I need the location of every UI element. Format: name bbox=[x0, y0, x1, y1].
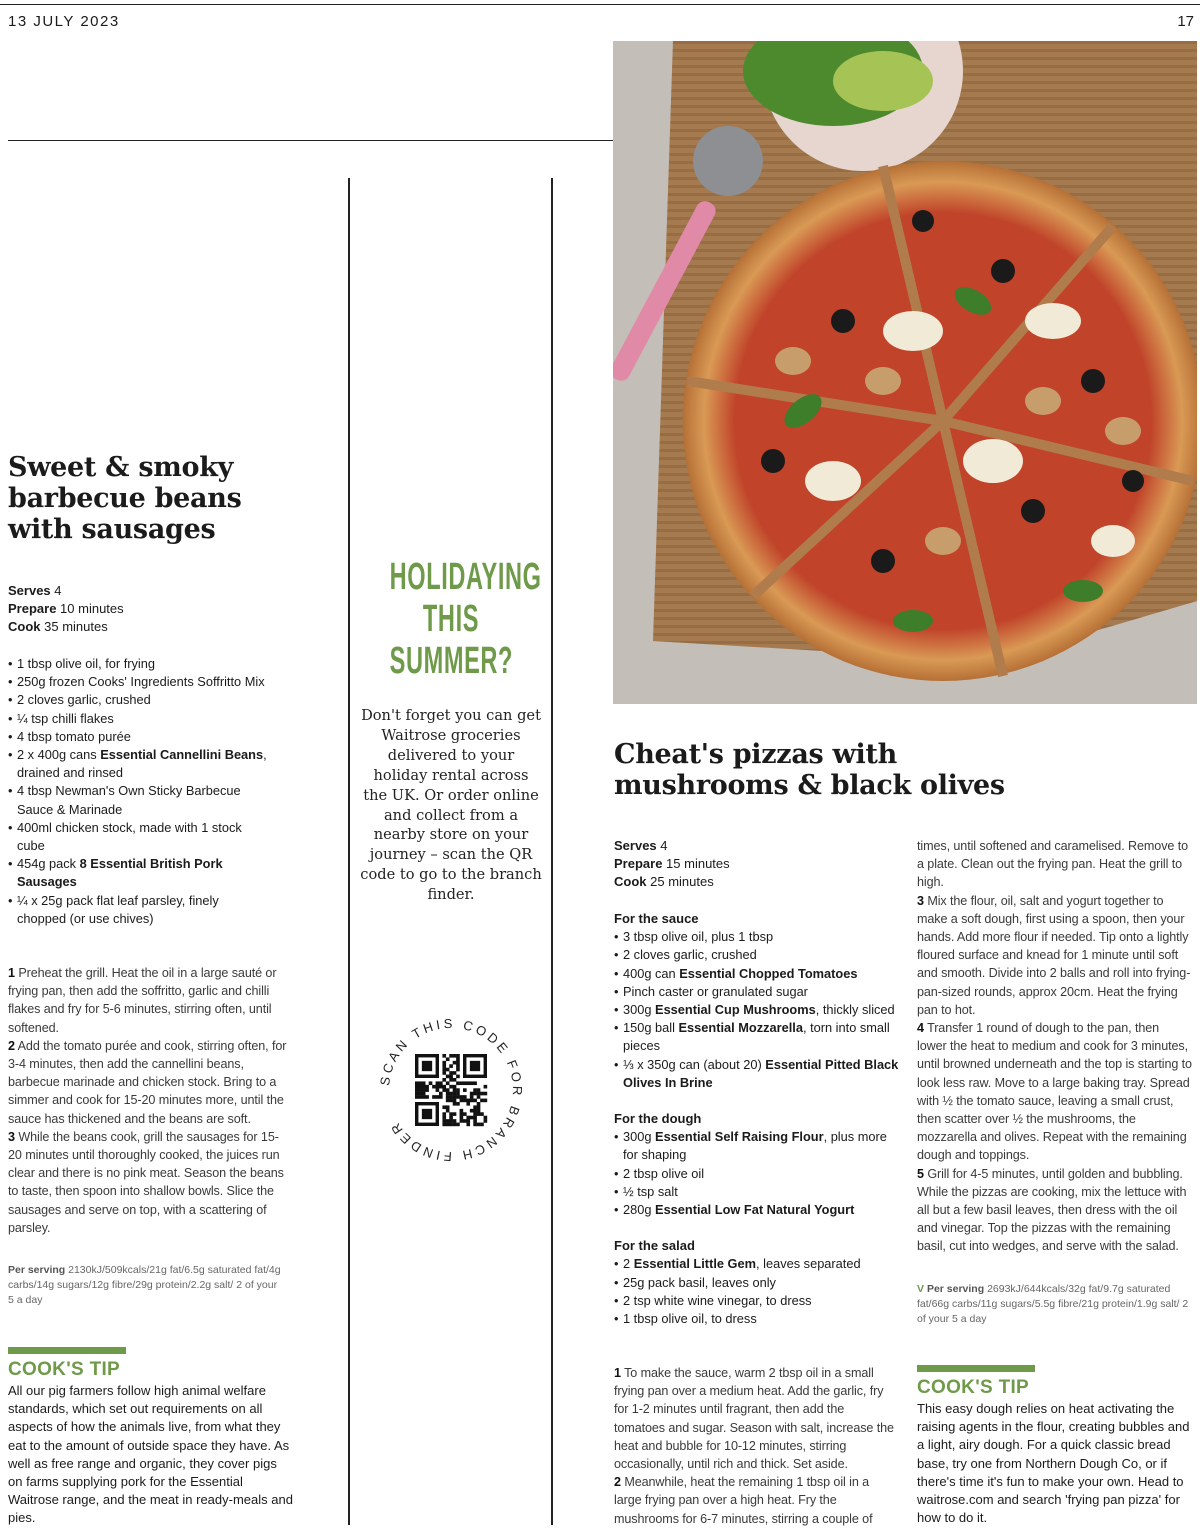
step-number: 4 bbox=[917, 1021, 924, 1036]
recipe1-nutrition bbox=[8, 1263, 283, 1308]
ingredient-pre: 2 tsp white wine vinegar, to dress bbox=[623, 1292, 812, 1308]
recipe1-tip-body: All our pig farmers follow high animal welfare standards, which set out requirements on all aspects of how the animals live, from what they eat to the amount of outside space they have. As well as free range and organic, they cover pigs on farms supplying pork for the Essential Waitrose range, and the meat in ready-meals and pies. bbox=[8, 1383, 293, 1526]
step-text: Grill for 4-5 minutes, until golden and bubbling. While the pizzas are cooking, mix the lettuce with all but a few basil leaves, then dress with the oil and vinegar. Top the pizzas with the remaining basil, cut into wedges, and serve with the salad. bbox=[917, 1166, 1187, 1254]
nutrition-label: Per serving bbox=[926, 1283, 985, 1295]
serves-value: 4 bbox=[660, 838, 668, 853]
method-step bbox=[614, 1364, 894, 1473]
ingredient-item bbox=[8, 673, 270, 691]
promo-heading bbox=[389, 556, 542, 682]
title-line: barbecue beans bbox=[8, 483, 242, 514]
page-number: 17 bbox=[1177, 13, 1194, 30]
ingredient-item bbox=[614, 983, 899, 1001]
step-text: times, until softened and caramelised. Remove to a plate. Clean out the frying pan. Heat the grill to high. bbox=[917, 839, 1189, 890]
recipe2-method-col1 bbox=[614, 1364, 894, 1528]
prepare-label: Prepare bbox=[614, 856, 663, 872]
ingredient-item bbox=[614, 1019, 899, 1055]
ingredient-item bbox=[614, 1310, 899, 1328]
ingredient-item bbox=[614, 1183, 899, 1201]
ingredient-item bbox=[614, 1056, 899, 1092]
method-step bbox=[8, 964, 288, 1037]
tip-bar bbox=[917, 1365, 1035, 1372]
step-text: Meanwhile, heat the remaining 1 tbsp oil in a large frying pan over a high heat. Fry the mushrooms for 6-7 minutes, stirring a couple of bbox=[614, 1475, 873, 1526]
ingredient-bold: Essential Self Raising Flour bbox=[655, 1129, 824, 1145]
ingredient-bold: 8 Essential British Pork Sausages bbox=[17, 856, 223, 890]
ingredient-section-heading: For the dough bbox=[614, 1111, 702, 1127]
method-step bbox=[917, 892, 1192, 1019]
method-step bbox=[917, 837, 1192, 892]
vegetarian-icon: V bbox=[917, 1283, 925, 1295]
ingredient-item bbox=[8, 746, 270, 782]
ingredient-pre: ½ tsp salt bbox=[623, 1183, 678, 1199]
pizza-photo bbox=[613, 41, 1197, 704]
step-number: 2 bbox=[614, 1475, 621, 1490]
ingredient-pre: 4 tbsp Newman's Own Sticky Barbecue Sauce & Marinade bbox=[17, 783, 241, 817]
method-step bbox=[614, 1473, 894, 1528]
ingredient-post: , thickly sliced bbox=[815, 1002, 895, 1018]
step-text: To make the sauce, warm 2 tbsp oil in a small frying pan over a medium heat. Add the garlic, fry for 1-2 minutes until fragrant, then add the tomatoes and sugar. Season with salt, increase the heat and bubble for 10-12 minutes, stirring occasionally, until rich and thick. Set aside. bbox=[614, 1366, 894, 1472]
serves-label: Serves bbox=[614, 838, 657, 853]
ingredient-item bbox=[614, 965, 899, 983]
ingredient-pre: 454g pack bbox=[17, 856, 80, 872]
cook-value: 35 minutes bbox=[44, 619, 108, 635]
section-rule bbox=[8, 140, 613, 141]
cook-value: 25 minutes bbox=[650, 874, 714, 890]
step-number: 3 bbox=[8, 1129, 15, 1144]
step-number: 1 bbox=[8, 966, 15, 980]
step-number: 1 bbox=[614, 1366, 621, 1380]
ingredient-post: , plus more for shaping bbox=[623, 1129, 887, 1163]
step-text: While the beans cook, grill the sausages for 15-20 minutes until thoroughly cooked, the juices run clear and there is no pink meat. Season the beans to taste, then spoon into shallow bowls. Slice the sausages and serve on top, with a scattering of parsley. bbox=[8, 1129, 284, 1235]
method-step bbox=[917, 1165, 1192, 1256]
ingredient-pre: 2 bbox=[623, 1256, 634, 1272]
ingredient-pre: 1 tbsp olive oil, for frying bbox=[17, 656, 155, 671]
ingredient-bold: Essential Low Fat Natural Yogurt bbox=[655, 1202, 855, 1218]
title-line: with sausages bbox=[8, 514, 216, 545]
ingredient-bold: Essential Mozzarella bbox=[678, 1020, 803, 1036]
ingredient-pre: Pinch caster or granulated sugar bbox=[623, 983, 808, 999]
qr-code-badge[interactable] bbox=[371, 1010, 531, 1170]
ingredient-bold: Essential Pitted Black Olives In Brine bbox=[623, 1056, 899, 1090]
tip-bar bbox=[8, 1347, 126, 1354]
column-divider-right bbox=[551, 178, 553, 1525]
ingredient-list bbox=[614, 928, 899, 1092]
method-step bbox=[8, 1037, 288, 1128]
promo-heading-line: HOLIDAYING bbox=[389, 556, 542, 598]
title-line: Cheat's pizzas with bbox=[614, 739, 897, 770]
nutrition-value: 2693kJ/644kcals/32g fat/9.7g saturated fat/66g carbs/11g sugars/5.5g fibre/21g protein/1.9g salt/ 2 of your 5 a day bbox=[917, 1283, 1189, 1325]
ingredient-item bbox=[8, 728, 270, 746]
qr-caption bbox=[377, 1016, 525, 1164]
promo-heading-line: THIS bbox=[422, 598, 480, 640]
prepare-value: 15 minutes bbox=[666, 856, 730, 872]
cook-label: Cook bbox=[614, 874, 647, 890]
issue-date: 13 JULY 2023 bbox=[8, 13, 120, 30]
ingredient-item bbox=[8, 819, 270, 855]
ingredient-pre: 2 tbsp olive oil bbox=[623, 1165, 705, 1181]
top-rule bbox=[0, 4, 1200, 5]
ingredient-item bbox=[8, 892, 270, 928]
ingredient-pre: 4 tbsp tomato purée bbox=[17, 728, 131, 744]
recipe1-ingredients bbox=[8, 655, 270, 928]
ingredient-item bbox=[614, 1274, 899, 1292]
nutrition-value: 2130kJ/509kcals/21g fat/6.5g saturated fat/4g carbs/14g sugars/12g fibre/29g protein/2.2g salt/ 2 of your 5 a day bbox=[8, 1264, 281, 1306]
ingredient-item bbox=[8, 691, 270, 709]
recipe2-method-col2 bbox=[917, 837, 1192, 1256]
ingredient-pre: 25g pack basil, leaves only bbox=[623, 1274, 776, 1290]
recipe1-method bbox=[8, 964, 288, 1237]
recipe1-title bbox=[8, 452, 242, 545]
ingredient-item bbox=[8, 855, 270, 891]
ingredient-item bbox=[614, 1128, 899, 1164]
ingredient-item bbox=[8, 782, 270, 818]
recipe2-tip-body: This easy dough relies on heat activating the raising agents in the flour, creating bubbles and a light, airy dough. For a quick classic bread base, try one from Northern Dough Co, or if there's time it's fun to make your own. Head to waitrose.com and search 'frying pan pizza' for how to do it. bbox=[917, 1401, 1190, 1526]
ingredient-pre: 300g bbox=[623, 1129, 656, 1145]
ingredient-pre: 250g frozen Cooks' Ingredients Soffritto Mix bbox=[17, 674, 265, 690]
ingredient-pre: 1 tbsp olive oil, to dress bbox=[623, 1311, 757, 1327]
ingredient-pre: 300g bbox=[623, 1002, 656, 1018]
ingredient-post: , torn into small pieces bbox=[623, 1020, 890, 1054]
step-text: Transfer 1 round of dough to the pan, then lower the heat to medium and cook for 3 minutes, until browned underneath and the top is starting to look less raw. Move to a large baking tray. Spread with ½ the tomato sauce, leaving a small crust, then scatter over ½ the mushrooms, the mozzarella and olives. Repeat with the remaining dough and toppings. bbox=[917, 1021, 1192, 1163]
method-step bbox=[917, 1019, 1192, 1165]
qr-code-icon bbox=[415, 1054, 487, 1126]
step-number: 3 bbox=[917, 893, 924, 908]
ingredient-pre: ¼ tsp chilli flakes bbox=[17, 710, 114, 726]
recipe2-meta bbox=[614, 837, 730, 892]
recipe2-title bbox=[614, 739, 1005, 801]
ingredient-post: , leaves separated bbox=[756, 1256, 861, 1272]
prepare-value: 10 minutes bbox=[60, 601, 124, 617]
method-step bbox=[8, 1128, 288, 1237]
title-line: mushrooms & black olives bbox=[614, 770, 1005, 801]
recipe2-tip-heading: COOK'S TIP bbox=[917, 1377, 1030, 1398]
ingredient-bold: Essential Little Gem bbox=[633, 1256, 757, 1272]
ingredient-section-heading: For the sauce bbox=[614, 911, 699, 926]
ingredient-item bbox=[614, 1165, 899, 1183]
ingredient-post: , drained and rinsed bbox=[17, 747, 267, 781]
ingredient-pre: 2 x 400g cans bbox=[17, 747, 101, 763]
ingredient-pre: 280g bbox=[623, 1202, 656, 1218]
recipe2-ingredients bbox=[614, 910, 899, 1328]
ingredient-section-heading: For the salad bbox=[614, 1238, 695, 1254]
column-divider-left bbox=[348, 178, 350, 1525]
serves-value: 4 bbox=[54, 583, 62, 598]
step-text: Add the tomato purée and cook, stirring often, for 3-4 minutes, then add the cannellini beans, barbecue marinade and chicken stock. Bring to a simmer and cook for 15-20 minutes more, until the sauce has thickened and the beans are soft. bbox=[8, 1038, 287, 1126]
ingredient-item bbox=[614, 1001, 899, 1019]
ingredient-pre: ⅓ x 350g can (about 20) bbox=[623, 1056, 766, 1072]
nutrition-label: Per serving bbox=[8, 1264, 66, 1276]
recipe2-nutrition bbox=[917, 1282, 1192, 1327]
ingredient-list bbox=[614, 1255, 899, 1328]
cook-label: Cook bbox=[8, 619, 41, 635]
ingredient-item bbox=[614, 1292, 899, 1310]
ingredient-item bbox=[8, 710, 270, 728]
ingredient-item bbox=[614, 946, 899, 964]
ingredient-item bbox=[614, 928, 899, 946]
ingredient-pre: 150g ball bbox=[623, 1020, 679, 1036]
step-text: Mix the flour, oil, salt and yogurt together to make a soft dough, first using a spoon, then your hands. Add more flour if needed. Tip onto a lightly floured surface and knead for 1 minute until soft and smooth. Divide into 2 balls and roll into frying-pan-sized rounds, approx 20cm. Heat the frying pan to hot. bbox=[917, 893, 1191, 1017]
ingredient-bold: Essential Cup Mushrooms bbox=[655, 1002, 816, 1018]
ingredient-item bbox=[614, 1255, 899, 1273]
prepare-label: Prepare bbox=[8, 601, 57, 617]
serves-label: Serves bbox=[8, 583, 51, 598]
promo-heading-line: SUMMER? bbox=[389, 640, 514, 682]
promo-body: Don't forget you can get Waitrose groceries delivered to your holiday rental across the UK. Or order online and collect from a nearby store on your journey – scan the QR code to go to the branch finder. bbox=[360, 707, 542, 904]
step-number: 2 bbox=[8, 1038, 15, 1053]
ingredient-item bbox=[614, 1201, 899, 1219]
ingredient-pre: 2 cloves garlic, crushed bbox=[623, 947, 757, 963]
ingredient-bold: Essential Cannellini Beans bbox=[100, 747, 264, 763]
recipe1-tip-heading: COOK'S TIP bbox=[8, 1359, 121, 1380]
step-number: 5 bbox=[917, 1166, 924, 1181]
ingredient-list bbox=[614, 1128, 899, 1219]
ingredient-pre: 400ml chicken stock, made with 1 stock cube bbox=[17, 819, 242, 854]
title-line: Sweet & smoky bbox=[8, 452, 234, 483]
step-text: Preheat the grill. Heat the oil in a large sauté or frying pan, then add the soffritto, garlic and chilli flakes and fry for 5-6 minutes, stirring often, until softened. bbox=[8, 966, 277, 1035]
ingredient-bold: Essential Chopped Tomatoes bbox=[679, 965, 858, 981]
recipe1-meta bbox=[8, 582, 124, 637]
ingredient-pre: 2 cloves garlic, crushed bbox=[17, 692, 151, 708]
ingredient-pre: 400g can bbox=[623, 965, 680, 981]
qr-caption-path: SCAN THIS CODE FOR BRANCH FINDER bbox=[376, 1015, 526, 1165]
ingredient-pre: 3 tbsp olive oil, plus 1 tbsp bbox=[623, 929, 774, 945]
ingredient-item bbox=[8, 655, 270, 673]
ingredient-pre: ¼ x 25g pack flat leaf parsley, finely chopped (or use chives) bbox=[17, 892, 219, 926]
